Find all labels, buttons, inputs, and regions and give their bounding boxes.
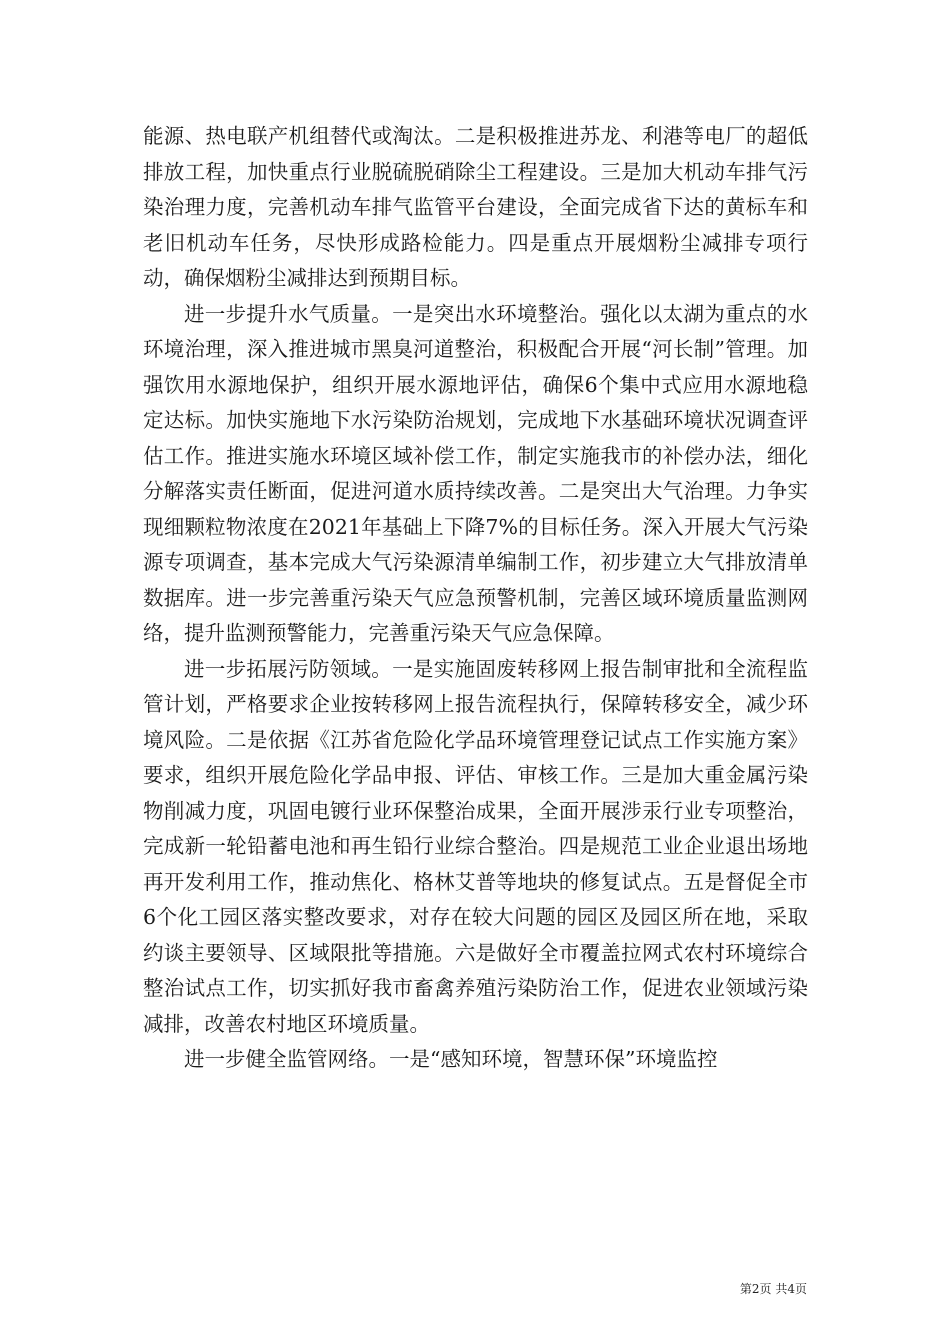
paragraph-pollution-prevention: 进一步拓展污防领域。一是实施固废转移网上报告制审批和全流程监管计划，严格要求企业按转移网上报告流程执行，保障转移安全，减少环境风险。二是依据《江苏省危险化学品环境管理登记试点工作实施方案》要求，组织开展危险化学品申报、评估、审核工作。三是加大重金属污染物削减力度，巩固电镀行业环保整治成果，全面开展涉汞行业专项整治，完成新一轮铅蓄电池和再生铅行业综合整治。四是规范工业企业退出场地再开发利用工作，推动焦化、格林艾普等地块的修复试点。五是督促全市6个化工园区落实整改要求，对存在较大问题的园区及园区所在地，采取约谈主要领导、区域限批等措施。六是做好全市覆盖拉网式农村环境综合整治试点工作，切实抓好我市畜禽养殖污染防治工作，促进农业领域污染减排，改善农村地区环境质量。	[143, 656, 808, 1036]
page-number-footer: 第2页 共4页	[739, 1282, 807, 1296]
document-body	[143, 119, 808, 1078]
paragraph-supervision-network: 进一步健全监管网络。一是“感知环境，智慧环保”环境监控	[184, 1047, 718, 1071]
paragraph-water-air-quality: 进一步提升水气质量。一是突出水环境整治。强化以太湖为重点的水环境治理，深入推进城市黑臭河道整治，积极配合开展“河长制”管理。加强饮用水源地保护，组织开展水源地评估，确保6个集中式应用水源地稳定达标。加快实施地下水污染防治规划，完成地下水基础环境状况调查评估工作。推进实施水环境区域补偿工作，制定实施我市的补偿办法，细化分解落实责任断面，促进河道水质持续改善。二是突出大气治理。力争实现细颗粒物浓度在2021年基础上下降7%的目标任务。深入开展大气污染源专项调查，基本完成大气污染源清单编制工作，初步建立大气排放清单数据库。进一步完善重污染天气应急预警机制，完善区域环境质量监测网络，提升监测预警能力，完善重污染天气应急保障。	[143, 301, 808, 645]
paragraph-continuation: 能源、热电联产机组替代或淘汰。二是积极推进苏龙、利港等电厂的超低排放工程，加快重点行业脱硫脱硝除尘工程建设。三是加大机动车排气污染治理力度，完善机动车排气监管平台建设，全面完成省下达的黄标车和老旧机动车任务，尽快形成路检能力。四是重点开展烟粉尘减排专项行动，确保烟粉尘减排达到预期目标。	[143, 124, 808, 290]
